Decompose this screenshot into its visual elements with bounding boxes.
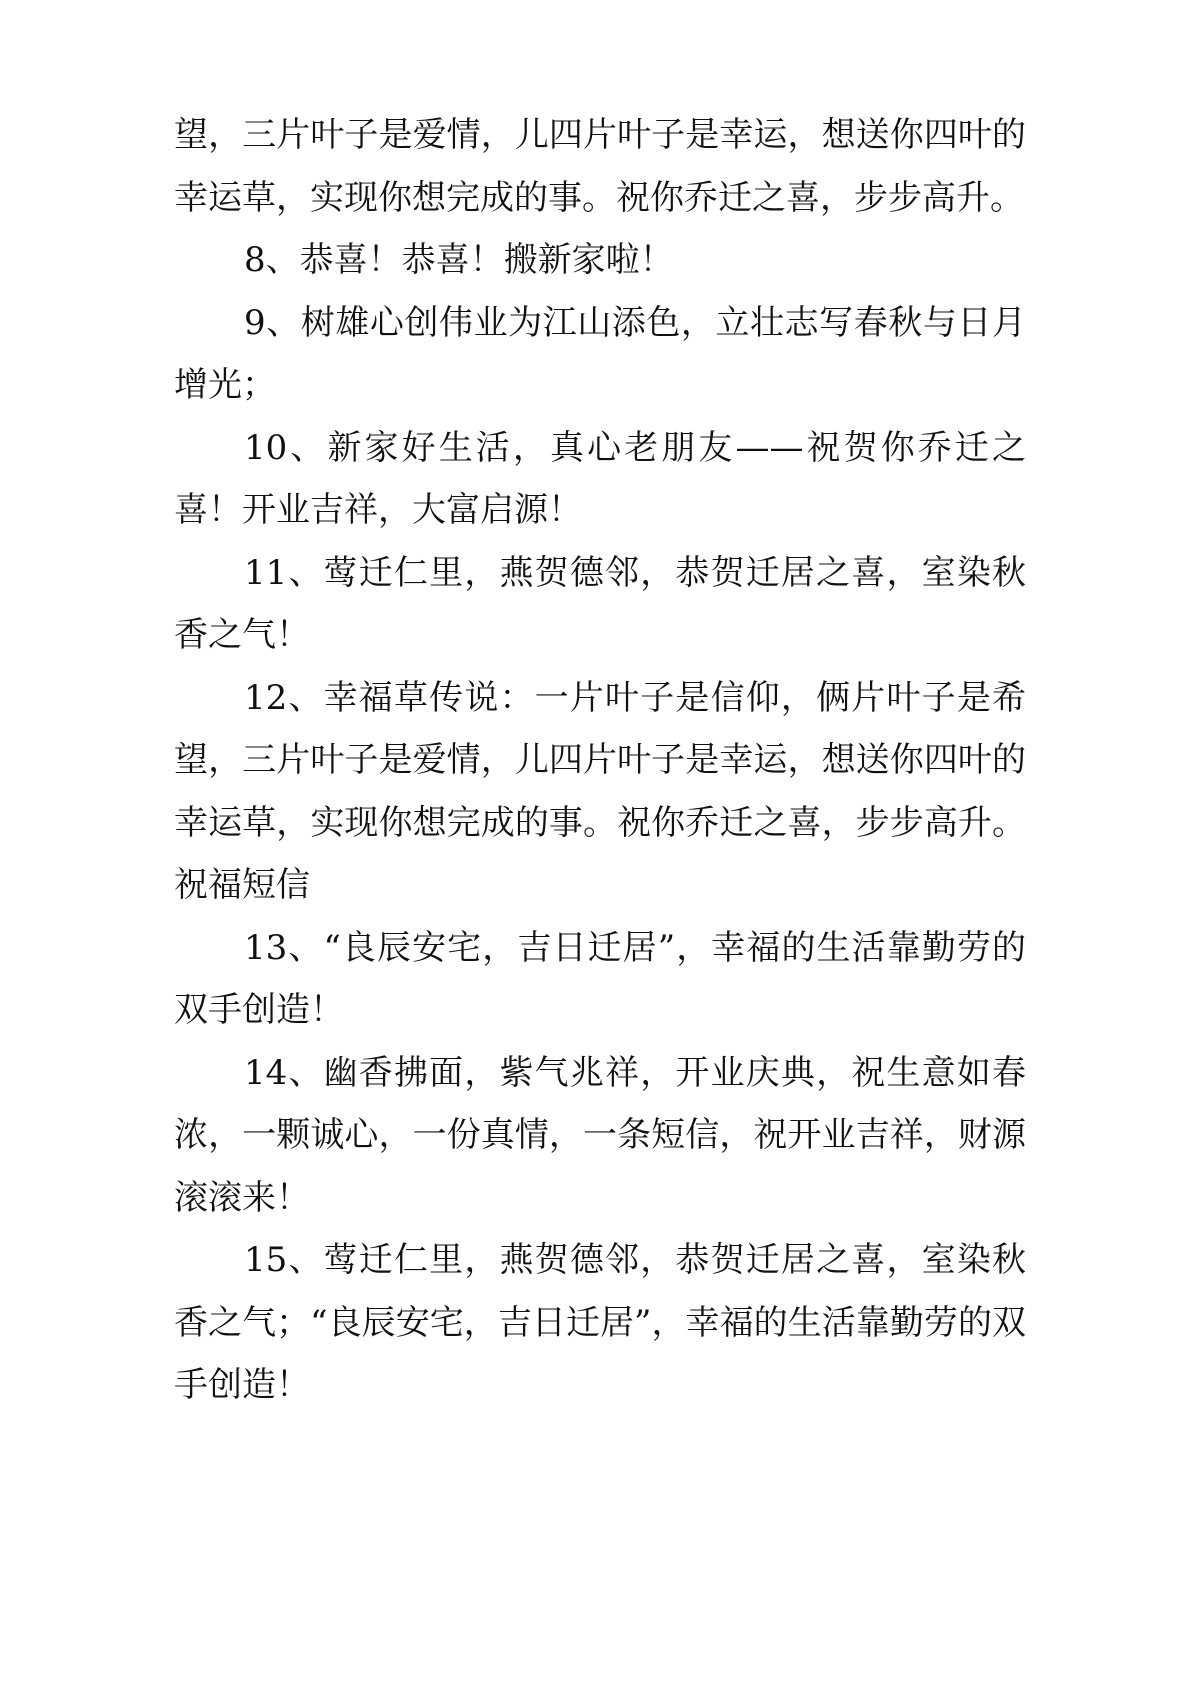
paragraph-item-12: 12、幸福草传说：一片叶子是信仰，俩片叶子是希望，三片叶子是爱情，儿四片叶子是幸运，想送你四叶的幸运草，实现你想完成的事。祝你乔迁之喜，步步高升。祝福短信 [174, 677, 1026, 905]
paragraph-item-15: 15、莺迁仁里，燕贺德邻，恭贺迁居之喜，室染秋香之气；“良辰安宅，吉日迁居”，幸福的生活靠勤劳的双手创造！ [174, 1240, 1026, 1405]
paragraph-item-13: 13、“良辰安宅，吉日迁居”，幸福的生活靠勤劳的双手创造！ [174, 927, 1026, 1030]
paragraph-continued: 望，三片叶子是爱情，儿四片叶子是幸运，想送你四叶的幸运草，实现你想完成的事。祝你乔迁之喜，步步高升。 [174, 115, 1026, 218]
paragraph-item-8: 8、恭喜！恭喜！搬新家啦！ [244, 240, 674, 280]
paragraph-item-10: 10、新家好生活，真心老朋友——祝贺你乔迁之喜！开业吉祥，大富启源！ [174, 427, 1026, 530]
paragraph-item-14: 14、幽香拂面，紫气兆祥，开业庆典，祝生意如春浓，一颗诚心，一份真情，一条短信，祝开业吉祥，财源滚滚来！ [174, 1052, 1026, 1218]
document-page [174, 104, 1026, 1417]
paragraph-item-9: 9、树雄心创伟业为江山添色，立壮志写春秋与日月增光； [174, 302, 1026, 405]
paragraph-item-11: 11、莺迁仁里，燕贺德邻，恭贺迁居之喜，室染秋香之气！ [174, 552, 1026, 655]
